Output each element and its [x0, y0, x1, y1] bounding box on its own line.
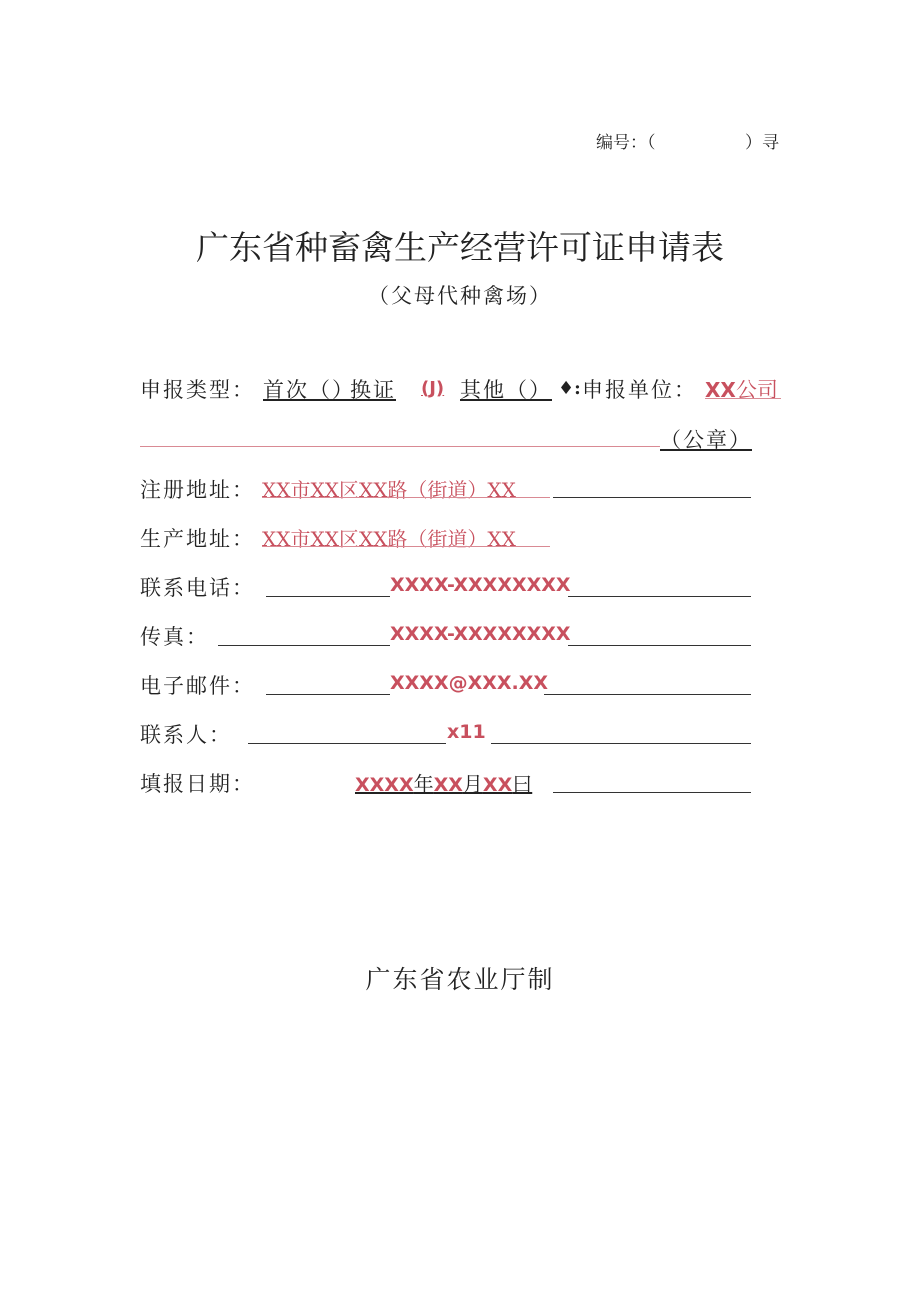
- contact-value[interactable]: x11: [447, 721, 486, 743]
- declare-first[interactable]: 首次（）: [263, 378, 355, 402]
- unit-value[interactable]: [705, 374, 778, 404]
- page-subtitle: （父母代种禽场）: [368, 284, 552, 308]
- phone-line-left: [266, 596, 390, 597]
- email-label: 电子邮件：: [140, 674, 255, 698]
- fax-line-right: [568, 645, 751, 646]
- prod-address-underline: [262, 546, 550, 547]
- page-title: 广东省种畜禽生产经营许可证申请表: [196, 228, 724, 267]
- serial-label: 编号：（: [596, 133, 656, 153]
- contact-line-left: [248, 743, 446, 744]
- declare-separator: ♦:: [558, 378, 581, 399]
- contact-line-right: [491, 743, 751, 744]
- phone-line-right: [568, 596, 751, 597]
- date-value[interactable]: [355, 768, 532, 797]
- date-day-char: 曰: [512, 772, 533, 796]
- reg-address-line: [553, 497, 751, 498]
- declare-other[interactable]: 其他（）: [460, 378, 552, 402]
- date-line-right: [553, 792, 751, 793]
- date-month-char: 月: [462, 772, 483, 796]
- email-line-right: [544, 694, 751, 695]
- date-label: 填报日期：: [140, 772, 255, 796]
- issuer-footer: 广东省农业厅制: [365, 965, 555, 994]
- unit-value-underline: [705, 398, 781, 399]
- date-day: XX: [482, 774, 513, 796]
- declare-type-label: 申报类型：: [140, 378, 255, 402]
- email-value[interactable]: XXXX@XXX.XX: [390, 672, 549, 694]
- seal-label: （公章）: [660, 428, 752, 452]
- phone-value[interactable]: XXXX-XXXXXXXX: [390, 574, 571, 596]
- unit-label: 申报单位：: [582, 378, 697, 402]
- date-year-char: 年: [413, 772, 434, 796]
- reg-address-value[interactable]: XX市XX区XX路（街道）XX: [262, 478, 516, 502]
- unit-value-prefix: XX: [705, 378, 736, 402]
- seal-line: [140, 446, 660, 447]
- prod-address-value[interactable]: XX市XX区XX路（街道）XX: [262, 527, 516, 551]
- reg-address-underline: [262, 497, 550, 498]
- unit-value-suffix: 公司: [735, 378, 778, 402]
- date-month: XX: [433, 774, 463, 796]
- prod-address-label: 生产地址：: [140, 527, 255, 551]
- contact-label: 联系人：: [140, 723, 232, 747]
- phone-label: 联系电话：: [140, 576, 255, 600]
- date-year: XXXX: [355, 774, 414, 796]
- serial-close: ）寻: [745, 133, 779, 153]
- email-line-left: [266, 694, 390, 695]
- fax-line-left: [218, 645, 390, 646]
- fax-value[interactable]: XXXX-XXXXXXXX: [390, 623, 571, 645]
- reg-address-label: 注册地址：: [140, 478, 255, 502]
- fax-label: 传真：: [140, 625, 209, 649]
- declare-renew-mark: (J): [421, 378, 445, 399]
- declare-renew[interactable]: 换证: [350, 378, 396, 402]
